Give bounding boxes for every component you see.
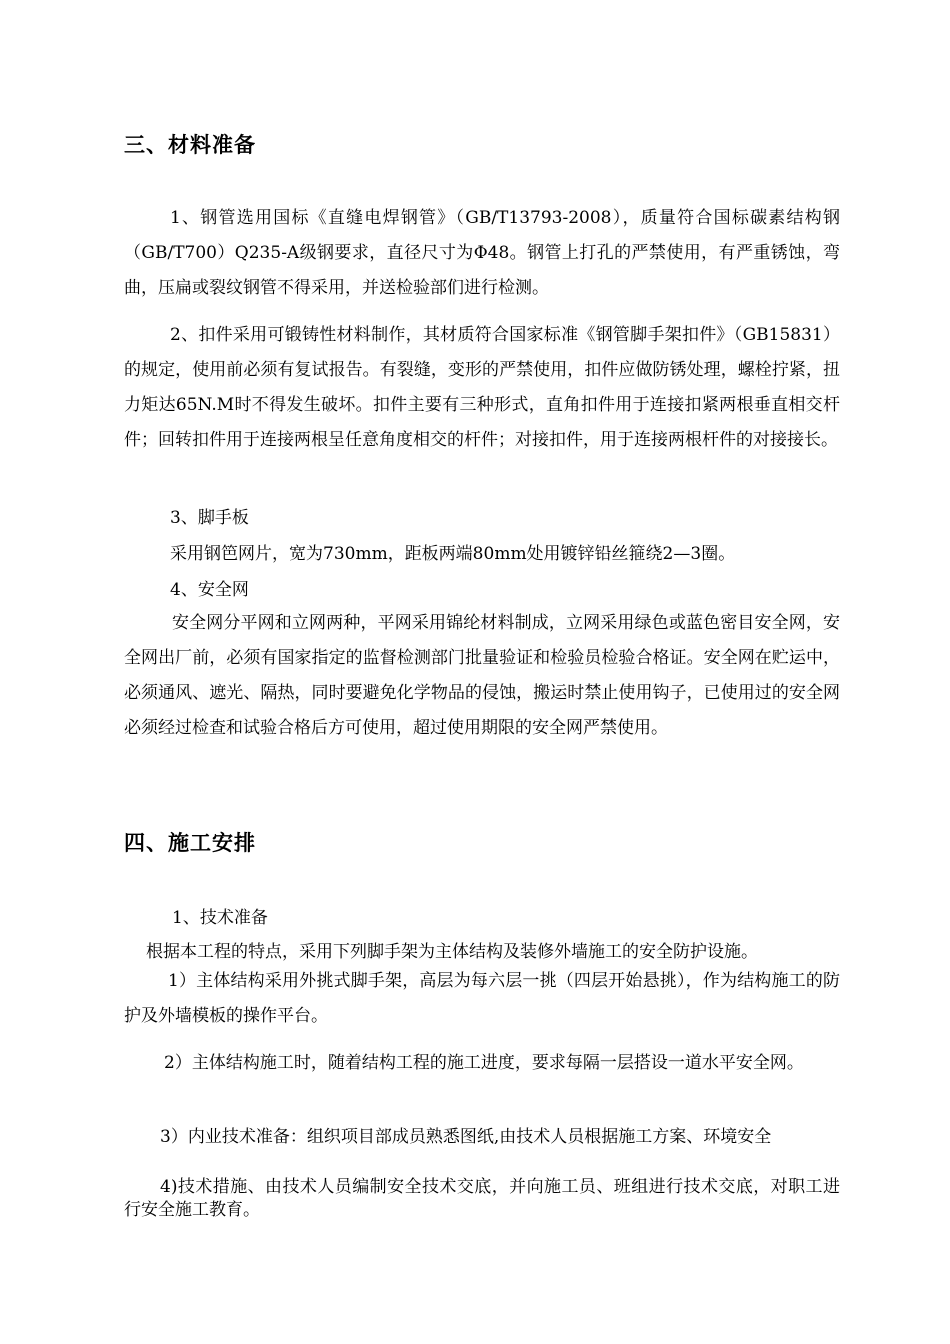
section-4-subheading-1: 1、技术准备: [172, 908, 268, 928]
section-3-paragraph-2: 2、扣件采用可锻铸性材料制作，其材质符合国家标准《钢管脚手架扣件》（GB15831）的规定，使用前必须有复试报告。有裂缝，变形的严禁使用，扣件应做防锈处理，螺栓拧紧，扭力矩达65N.M时不得发生破坏。扣件主要有三种形式，直角扣件用于连接扣紧两根垂直相交杆件；回转扣件用于连接两根呈任意角度相交的杆件；对接扣件，用于连接两根杆件的对接接长。: [124, 325, 840, 450]
section-4-item-3: 3）内业技术准备：组织项目部成员熟悉图纸,由技术人员根据施工方案、环境安全: [160, 1127, 772, 1147]
section-3-title: 三、材料准备: [124, 133, 256, 157]
section-3-paragraph-4: 安全网分平网和立网两种，平网采用锦纶材料制成，立网采用绿色或蓝色密目安全网，安全网出厂前，必须有国家指定的监督检测部门批量验证和检验员检验合格证。安全网在贮运中，必须通风、遮光、隔热，同时要避免化学物品的侵蚀，搬运时禁止使用钩子，已使用过的安全网必须经过检查和试验合格后方可使用，超过使用期限的安全网严禁使用。: [124, 613, 840, 738]
section-4-item-1: 1）主体结构采用外挑式脚手架，高层为每六层一挑（四层开始悬挑），作为结构施工的防护及外墙模板的操作平台。: [124, 971, 840, 1026]
section-3-subheading-3: 3、脚手板: [170, 508, 249, 528]
section-3-paragraph-1: 1、钢管选用国标《直缝电焊钢管》（GB/T13793-2008），质量符合国标碳素结构钢（GB/T700）Q235-A级钢要求，直径尺寸为Φ48。钢管上打孔的严禁使用，有严重锈蚀，弯曲，压扁或裂纹钢管不得采用，并送检验部们进行检测。: [124, 208, 840, 298]
section-4-intro: 根据本工程的特点，采用下列脚手架为主体结构及装修外墙施工的安全防护设施。: [146, 942, 758, 962]
section-4-title: 四、施工安排: [124, 831, 256, 855]
section-3-subheading-4: 4、安全网: [170, 580, 249, 600]
section-4-item-4: 4)技术措施、由技术人员编制安全技术交底，并向施工员、班组进行技术交底，对职工进行安全施工教育。: [124, 1177, 840, 1220]
section-3-paragraph-3: 采用钢笆网片，宽为730mm，距板两端80mm处用镀锌铅丝箍绕2—3圈。: [170, 544, 736, 564]
section-4-item-2: 2）主体结构施工时，随着结构工程的施工进度，要求每隔一层搭设一道水平安全网。: [164, 1053, 804, 1073]
